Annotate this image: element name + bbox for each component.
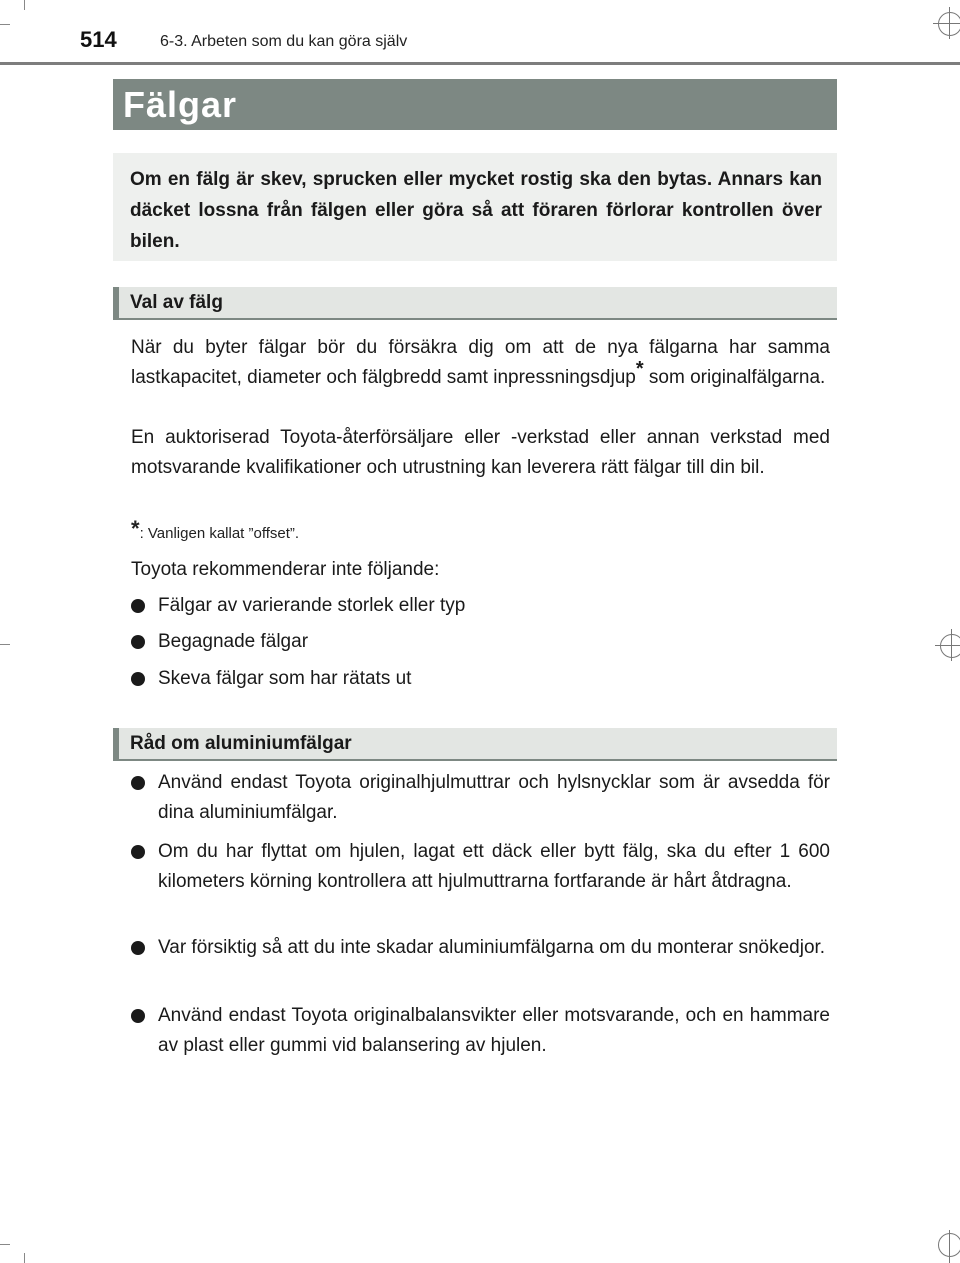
page-title: Fälgar <box>113 79 837 130</box>
intro-box <box>113 153 837 261</box>
page-number: 514 <box>80 27 117 52</box>
intro-text: Om en fälg är skev, sprucken eller mycket rostig ska den bytas. Annars kan däcket lossna från fälgen eller göra så att föraren förlorar kontrollen över bilen. <box>130 169 822 252</box>
paragraph-dealer: En auktoriserad Toyota-återförsäljare eller -verkstad eller annan verkstad med motsvarande kvalifikationer och utrustning kan leverera rätt fälgar till din bil. <box>131 427 830 478</box>
crop-mark-top-left <box>0 24 10 25</box>
bullet-icon <box>131 845 145 859</box>
bullet-icon <box>131 599 145 613</box>
paragraph-wheel-selection <box>131 333 830 393</box>
list-item <box>131 591 830 621</box>
list-item-text: Fälgar av varierande storlek eller typ <box>158 595 466 616</box>
footnote <box>131 516 299 542</box>
section-heading-label: Val av fälg <box>130 292 223 313</box>
registration-mark-right-mid <box>940 634 960 658</box>
list-item <box>131 837 830 927</box>
footnote-text: : Vanligen kallat ”offset”. <box>139 525 300 542</box>
running-title: 6-3. Arbeten som du kan göra själv <box>160 33 408 50</box>
list-item-text: Använd endast Toyota originalbalansvikter eller motsvarande, och en hammare av plast eller gummi vid balansering av hjulen. <box>158 1005 830 1056</box>
section-heading-label: Råd om aluminiumfälgar <box>130 733 352 754</box>
crop-mark-top-left-v <box>24 0 25 10</box>
list-item-text: Om du har flyttat om hjulen, lagat ett däck eller bytt fälg, ska du efter 1 600 kilometers körning kontrollera att hjulmuttrarna fortfarande är hårt åtdragna. <box>158 841 830 892</box>
section-heading-bar <box>113 287 119 318</box>
bullet-icon <box>131 635 145 649</box>
list-intro: Toyota rekommenderar inte följande: <box>131 559 440 580</box>
header-rule <box>0 62 960 65</box>
registration-line <box>933 23 960 24</box>
list-item <box>131 627 830 657</box>
footnote-marker: * <box>635 358 644 380</box>
bullet-icon <box>131 776 145 790</box>
list-item-text: Använd endast Toyota originalhjulmuttrar och hylsnycklar som är avsedda för dina aluminiumfälgar. <box>158 772 830 823</box>
crop-mark-bottom-left-v <box>24 1253 25 1263</box>
list-item-text: Begagnade fälgar <box>158 631 309 652</box>
registration-line <box>951 629 952 661</box>
crop-mark-left-mid <box>0 644 10 645</box>
footnote-star: * <box>131 516 140 541</box>
list-item <box>131 933 830 993</box>
registration-line <box>935 645 960 646</box>
list-item-text: Skeva fälgar som har rätats ut <box>158 668 412 689</box>
section-heading-val-av-falg <box>113 287 837 320</box>
bullet-icon <box>131 1009 145 1023</box>
list-item <box>131 664 830 694</box>
bullet-icon <box>131 672 145 686</box>
paragraph-tail-text: som originalfälgarna. <box>648 367 826 388</box>
section-heading-aluminium <box>113 728 837 761</box>
registration-line <box>949 7 950 39</box>
section-heading-bar <box>113 728 119 759</box>
list-item <box>131 768 830 828</box>
registration-line <box>949 1230 950 1263</box>
list-item-text: Var försiktig så att du inte skadar aluminiumfälgarna om du monterar snökedjor. <box>158 937 826 958</box>
paragraph-main-text: När du byter fälgar bör du försäkra dig om att de nya fälgarna har samma lastkapacitet, diameter och fälgbredd samt inpressningsdjup <box>131 337 830 388</box>
bullet-icon <box>131 941 145 955</box>
list-item <box>131 1001 830 1061</box>
crop-mark-bottom-left <box>0 1244 10 1245</box>
